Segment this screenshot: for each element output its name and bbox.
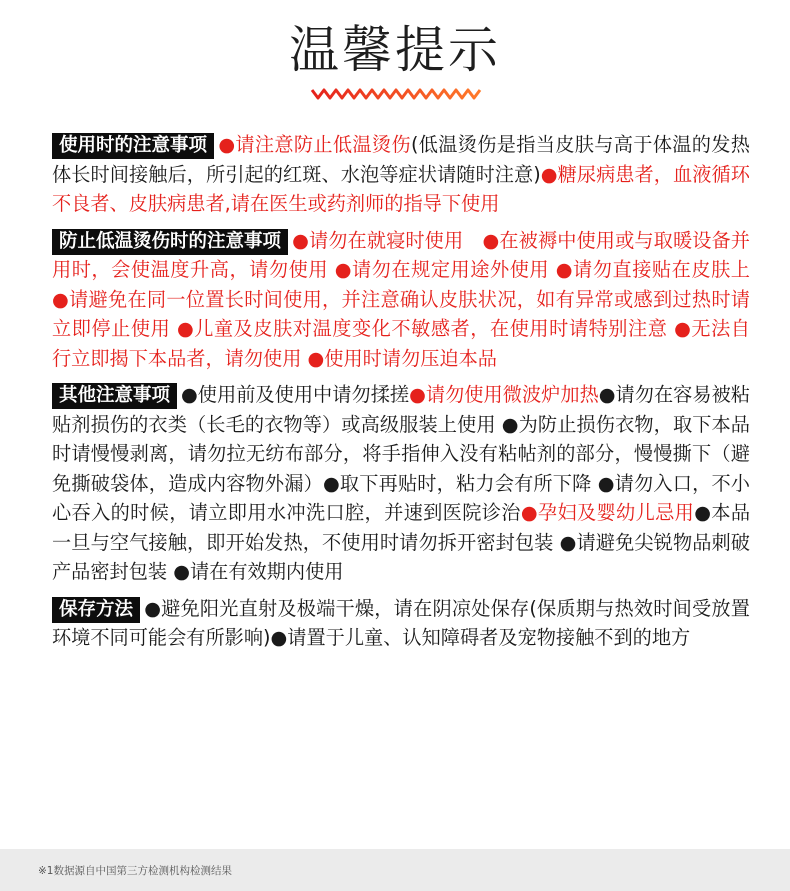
other-text-3: ●请勿在容易被粘贴剂损伤的衣类（长毛的衣物等）或高级服装上使用 ●为防止损伤衣物，取下本品时请慢慢剥离，请勿拉无纺布部分，将手指伸入没有粘帖剂的部分，慢慢撕下（避免撕破袋体，造成内容物外漏）●取下再贴时，粘力会有所下降 ●请勿入口，不小心吞入的时候，请立即用水冲洗口腔，并速到医院诊治 [52,383,750,524]
footer-note: ※1数据源自中国第三方检测机构检测结果 [38,865,232,877]
page-title: 温馨提示 [289,21,501,79]
notice-content [52,130,750,660]
usage-text-1: ●请注意防止低温烫伤 [218,133,411,156]
footer-bar [0,849,790,891]
other-text-5: ●本品一旦与空气接触，即开始发热，不使用时请勿拆开密封包装 ●请避免尖锐物品刺破产品密封包装 ●请在有效期内使用 [52,501,751,583]
storage-header: 保存方法 [52,597,140,623]
usage-text-2: (低温烫伤是指当皮肤与高于体温的发热体长时间接触后，所引起的红斑、水泡等症状请随时注意) [52,133,750,186]
burn-header: 防止低温烫伤时的注意事项 [52,229,288,255]
storage-section [52,594,750,653]
burn-section [52,226,750,374]
burn-text-1: ●请勿在就寝时使用 ●在被褥中使用或与取暖设备并用时，会使温度升高，请勿使用 ●请勿在规定用途外使用 ●请勿直接贴在皮肤上 ●请避免在同一位置长时间使用，并注意确认皮肤状况，如有异常或感到过热时请立即停止使用 ●儿童及皮肤对温度变化不敏感者，在使用时请特别注意 ●无法自行立即揭下本品者，请勿使用 ●使用时请勿压迫本品 [52,228,750,370]
storage-text-1: ●避免阳光直射及极端干燥，请在阴凉处保存(保质期与热效时间受放置环境不同可能会有所影响)●请置于儿童、认知障碍者及宠物接触不到的地方 [52,596,750,649]
other-text-2: ●请勿使用微波炉加热 [409,383,599,406]
other-text-1: ●使用前及使用中请勿揉搓 [181,383,410,406]
other-section [52,380,750,587]
other-header: 其他注意事项 [52,383,177,409]
usage-section [52,130,750,219]
wave-divider [310,86,482,102]
usage-header: 使用时的注意事项 [52,133,214,159]
other-text-4: ●孕妇及婴幼儿忌用 [520,501,695,524]
usage-text-3: ●糖尿病患者，血液循环不良者、皮肤病患者,请在医生或药剂师的指导下使用 [52,162,750,215]
